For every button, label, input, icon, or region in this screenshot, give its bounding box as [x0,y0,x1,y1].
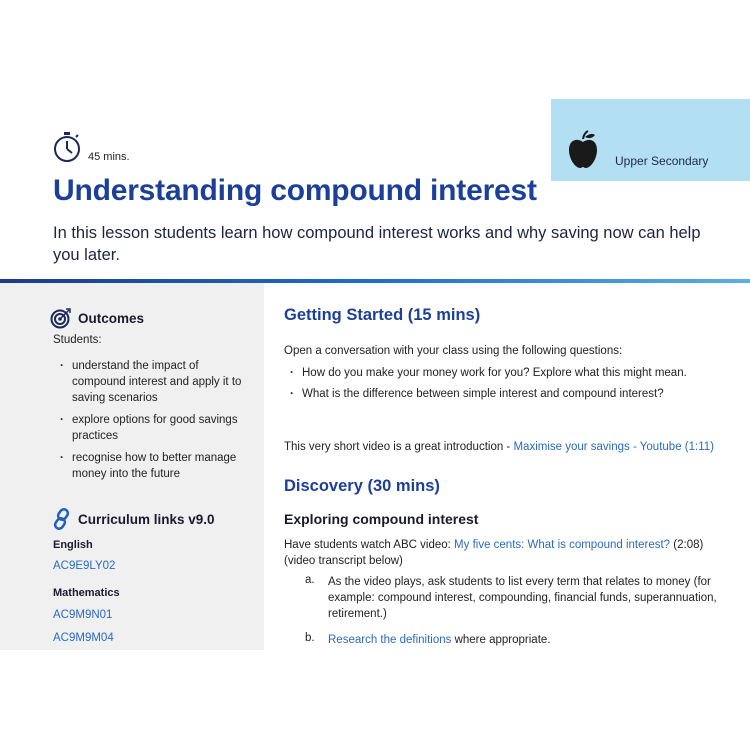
curriculum-heading [52,508,215,530]
students-label: Students: [53,334,102,346]
curriculum-heading-label: Curriculum links v9.0 [78,511,215,527]
watch-suffix: (2:08) (video transcript below) [284,539,704,567]
mathematics-label: Mathematics [53,587,120,599]
apple-icon [566,130,600,170]
outcome-item: · explore options for good savings practices [60,412,250,444]
step-marker: b. [305,632,315,644]
outcome-item: · recognise how to better manage money into the future [60,450,250,482]
step-item [305,574,725,622]
outcomes-heading [50,307,144,329]
video-intro-text: This very short video is a great introduction - [284,441,514,453]
outcomes-list [60,358,250,488]
level-label: Upper Secondary [615,154,709,168]
getting-started-heading: Getting Started (15 mins) [284,306,481,324]
outcomes-heading-label: Outcomes [78,310,145,326]
maximise-savings-link[interactable]: Maximise your savings - Youtube (1:11) [513,441,714,453]
english-label: English [53,539,93,551]
lesson-duration: 45 mins. [88,151,130,163]
open-conversation-text: Open a conversation with your class using the following questions: [284,345,623,357]
page-title: Understanding compound interest [53,174,537,207]
abc-video-link[interactable]: My five cents: What is compound interest? [454,539,671,551]
chain-link-icon [52,508,72,530]
step-body [328,632,725,648]
step-text: where appropriate. [451,634,551,646]
maths-code-link[interactable]: AC9M9N01 [53,609,113,621]
question-item: · How do you make your money work for you? Explore what this might mean. [290,365,730,381]
english-code-link[interactable]: AC9E9LY02 [53,560,116,572]
stopwatch-icon [52,131,82,163]
video-intro [284,439,724,455]
question-item: · What is the difference between simple interest and compound interest? [290,386,730,402]
step-marker: a. [305,574,315,586]
target-icon [50,307,72,329]
watch-video-text [284,537,704,569]
step-text: As the video plays, ask students to list every term that relates to money (for example: compound interest, compounding, financial funds, superannuation, retirement.) [328,576,717,620]
watch-prefix: Have students watch ABC video: [284,539,455,551]
research-definitions-link[interactable]: Research the definitions [328,634,452,646]
maths-code-link[interactable]: AC9M9M04 [53,632,114,644]
questions-list [290,365,730,407]
lesson-intro: In this lesson students learn how compound interest works and why saving now can help you later. [53,224,701,264]
discovery-heading: Discovery (30 mins) [284,477,440,495]
outcome-item: · understand the impact of compound interest and apply it to saving scenarios [60,358,250,406]
exploring-heading: Exploring compound interest [284,511,479,527]
step-item [305,632,725,648]
